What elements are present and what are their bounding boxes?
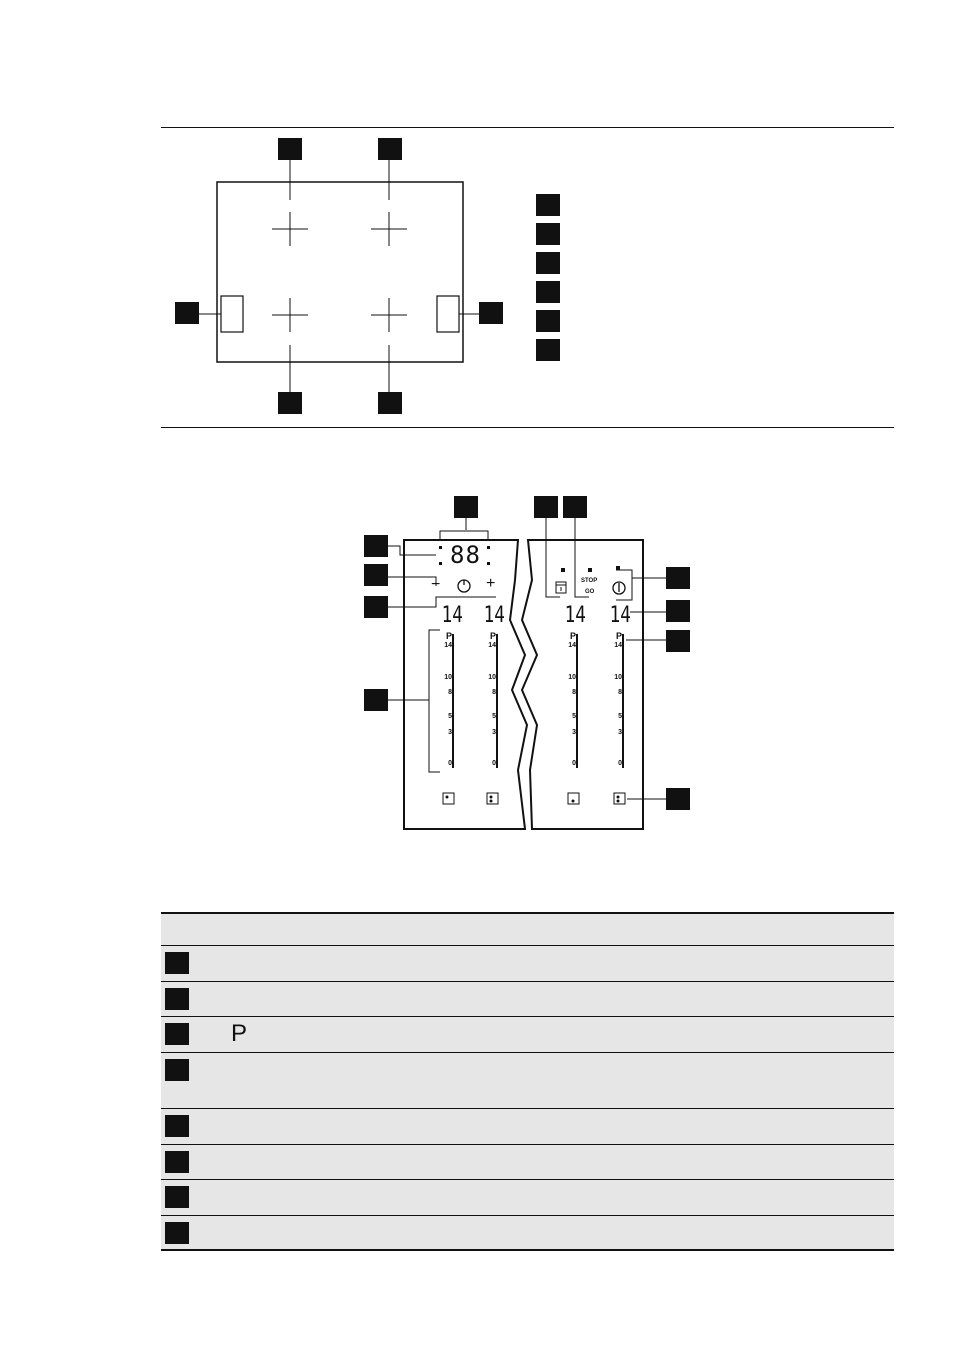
- scale-label: 0: [572, 760, 576, 767]
- plus-button[interactable]: +: [486, 575, 496, 592]
- scale-label: 8: [618, 689, 622, 696]
- callout-box: [479, 302, 503, 324]
- p-symbol: P: [231, 1020, 248, 1047]
- level-display: 14: [609, 603, 631, 628]
- zone-crosshairs: [272, 212, 407, 332]
- control-panel-left: [404, 540, 527, 829]
- row-number-box: [165, 952, 189, 974]
- row-number-box: [165, 988, 189, 1010]
- row-number-box: [165, 1151, 189, 1173]
- table-row: [161, 1017, 894, 1053]
- scale-label: 3: [618, 729, 622, 736]
- level-display: 14: [441, 603, 463, 628]
- callout-box: [278, 392, 302, 414]
- row-number-box: [165, 1186, 189, 1208]
- legend-boxes: [536, 194, 560, 361]
- callout-box: [175, 302, 199, 324]
- scale-label: 0: [618, 760, 622, 767]
- callout-box: [378, 138, 402, 160]
- scale-label: 3: [492, 729, 496, 736]
- scale-label: 5: [492, 713, 496, 720]
- row-number-box: [165, 1115, 189, 1137]
- scale-label: 3: [572, 729, 576, 736]
- scale-label: 8: [572, 689, 576, 696]
- minus-button[interactable]: −: [431, 576, 441, 593]
- table-row: [161, 1145, 894, 1180]
- scale-label: P: [489, 631, 496, 641]
- scale-label: P: [569, 631, 576, 641]
- bridge-icon: [487, 793, 498, 804]
- go-label: GO: [585, 589, 595, 595]
- cooktop-outline: [217, 182, 463, 362]
- callout-box: [378, 392, 402, 414]
- right-control-area: [437, 296, 459, 332]
- scale-label: 0: [492, 760, 496, 767]
- table-row: [161, 1109, 894, 1145]
- left-control-area: [221, 296, 243, 332]
- table-row: [161, 946, 894, 982]
- scale-label: 5: [572, 713, 576, 720]
- digit-display: 88: [450, 541, 481, 569]
- scale-label: 14: [488, 642, 496, 649]
- level-display: 14: [483, 603, 505, 628]
- row-number-box: [165, 1023, 189, 1045]
- scale-label: 5: [448, 713, 452, 720]
- table-header: [161, 912, 894, 946]
- level-display: 14: [564, 603, 586, 628]
- scale-label: 10: [568, 674, 576, 681]
- bridge-icon: [614, 793, 625, 804]
- symbol-table: [161, 912, 894, 1251]
- scale-label: 14: [568, 642, 576, 649]
- scale-label: 10: [444, 674, 452, 681]
- scale-label: 10: [488, 674, 496, 681]
- table-row: [161, 1216, 894, 1251]
- stop-label: STOP: [581, 578, 598, 584]
- row-number-box: [165, 1222, 189, 1244]
- table-row: [161, 1053, 894, 1109]
- callout-box: [278, 138, 302, 160]
- scale-label: 14: [444, 642, 452, 649]
- scale-label: 3: [448, 729, 452, 736]
- scale-label: 8: [448, 689, 452, 696]
- scale-label: 8: [492, 689, 496, 696]
- scale-label: 14: [614, 642, 622, 649]
- scale-label: P: [445, 631, 452, 641]
- scale-label: 10: [614, 674, 622, 681]
- scale-label: P: [615, 631, 622, 641]
- scale-label: 0: [448, 760, 452, 767]
- table-row: [161, 1180, 894, 1216]
- row-number-box: [165, 1059, 189, 1081]
- scale-label: 5: [618, 713, 622, 720]
- table-row: [161, 982, 894, 1017]
- zone-icon: [443, 793, 454, 804]
- slider-scales: [453, 634, 623, 768]
